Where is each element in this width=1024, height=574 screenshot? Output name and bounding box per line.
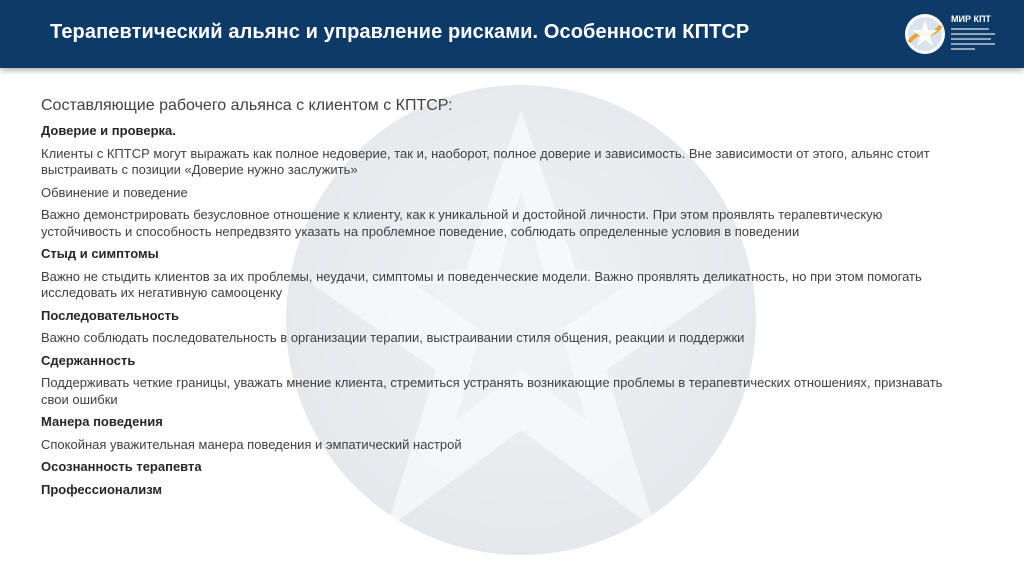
logo-name: МИР КПТ <box>951 14 991 24</box>
main-content <box>41 96 961 504</box>
section-heading: Манера поведения <box>41 414 163 429</box>
logo-tagline-line <box>951 38 991 40</box>
section-text: Важно соблюдать последовательность в организации терапии, выстраивании стиля общения, реакции и поддержки <box>41 330 745 345</box>
section-text: Поддерживать четкие границы, уважать мнение клиента, стремиться устранять возникающие проблемы в терапевтических отношениях, признавать свои ошибки <box>41 375 943 407</box>
section-heading: Сдержанность <box>41 352 136 368</box>
section-heading: Стыд и симптомы <box>41 246 159 261</box>
intro-text: Составляющие рабочего альянса с клиентом с КПТСР: <box>41 97 453 114</box>
section-text: Спокойная уважительная манера поведения и эмпатический настрой <box>41 436 462 452</box>
section-text: Клиенты с КПТСР могут выражать как полное недоверие, так и, наоборот, полное доверие и зависимость. Вне зависимости от этого, альянс стоит выстраивать с позиции «Доверие нужно заслужить» <box>41 145 930 177</box>
logo-tagline-line <box>951 48 975 50</box>
section-heading: Осознанность терапевта <box>41 459 202 474</box>
section-heading: Последовательность <box>41 307 179 323</box>
logo <box>903 8 1013 60</box>
section-heading: Профессионализм <box>41 481 162 497</box>
logo-tagline-line <box>951 28 989 30</box>
section-heading: Обвинение и поведение <box>41 184 188 200</box>
section-text: Важно не стыдить клиентов за их проблемы, неудачи, симптомы и поведенческие модели. Важно проявлять деликатность, но при этом помогать исследовать их негативную самооценку <box>41 268 922 300</box>
section-text: Важно демонстрировать безусловное отношение к клиенту, как к уникальной и достойной личности. При этом проявлять терапевтическую устойчивость и способность непредвзято указать на проблемное поведение, соблюдать определенные условия в поведении <box>41 207 883 239</box>
logo-tagline-line <box>951 43 995 45</box>
section-heading: Доверие и проверка. <box>41 123 176 138</box>
header-bar <box>0 0 1024 68</box>
logo-tagline-line <box>951 33 995 35</box>
globe-logo-icon <box>903 12 947 56</box>
slide-title: Терапевтический альянс и управление рисками. Особенности КПТСР <box>50 21 750 43</box>
